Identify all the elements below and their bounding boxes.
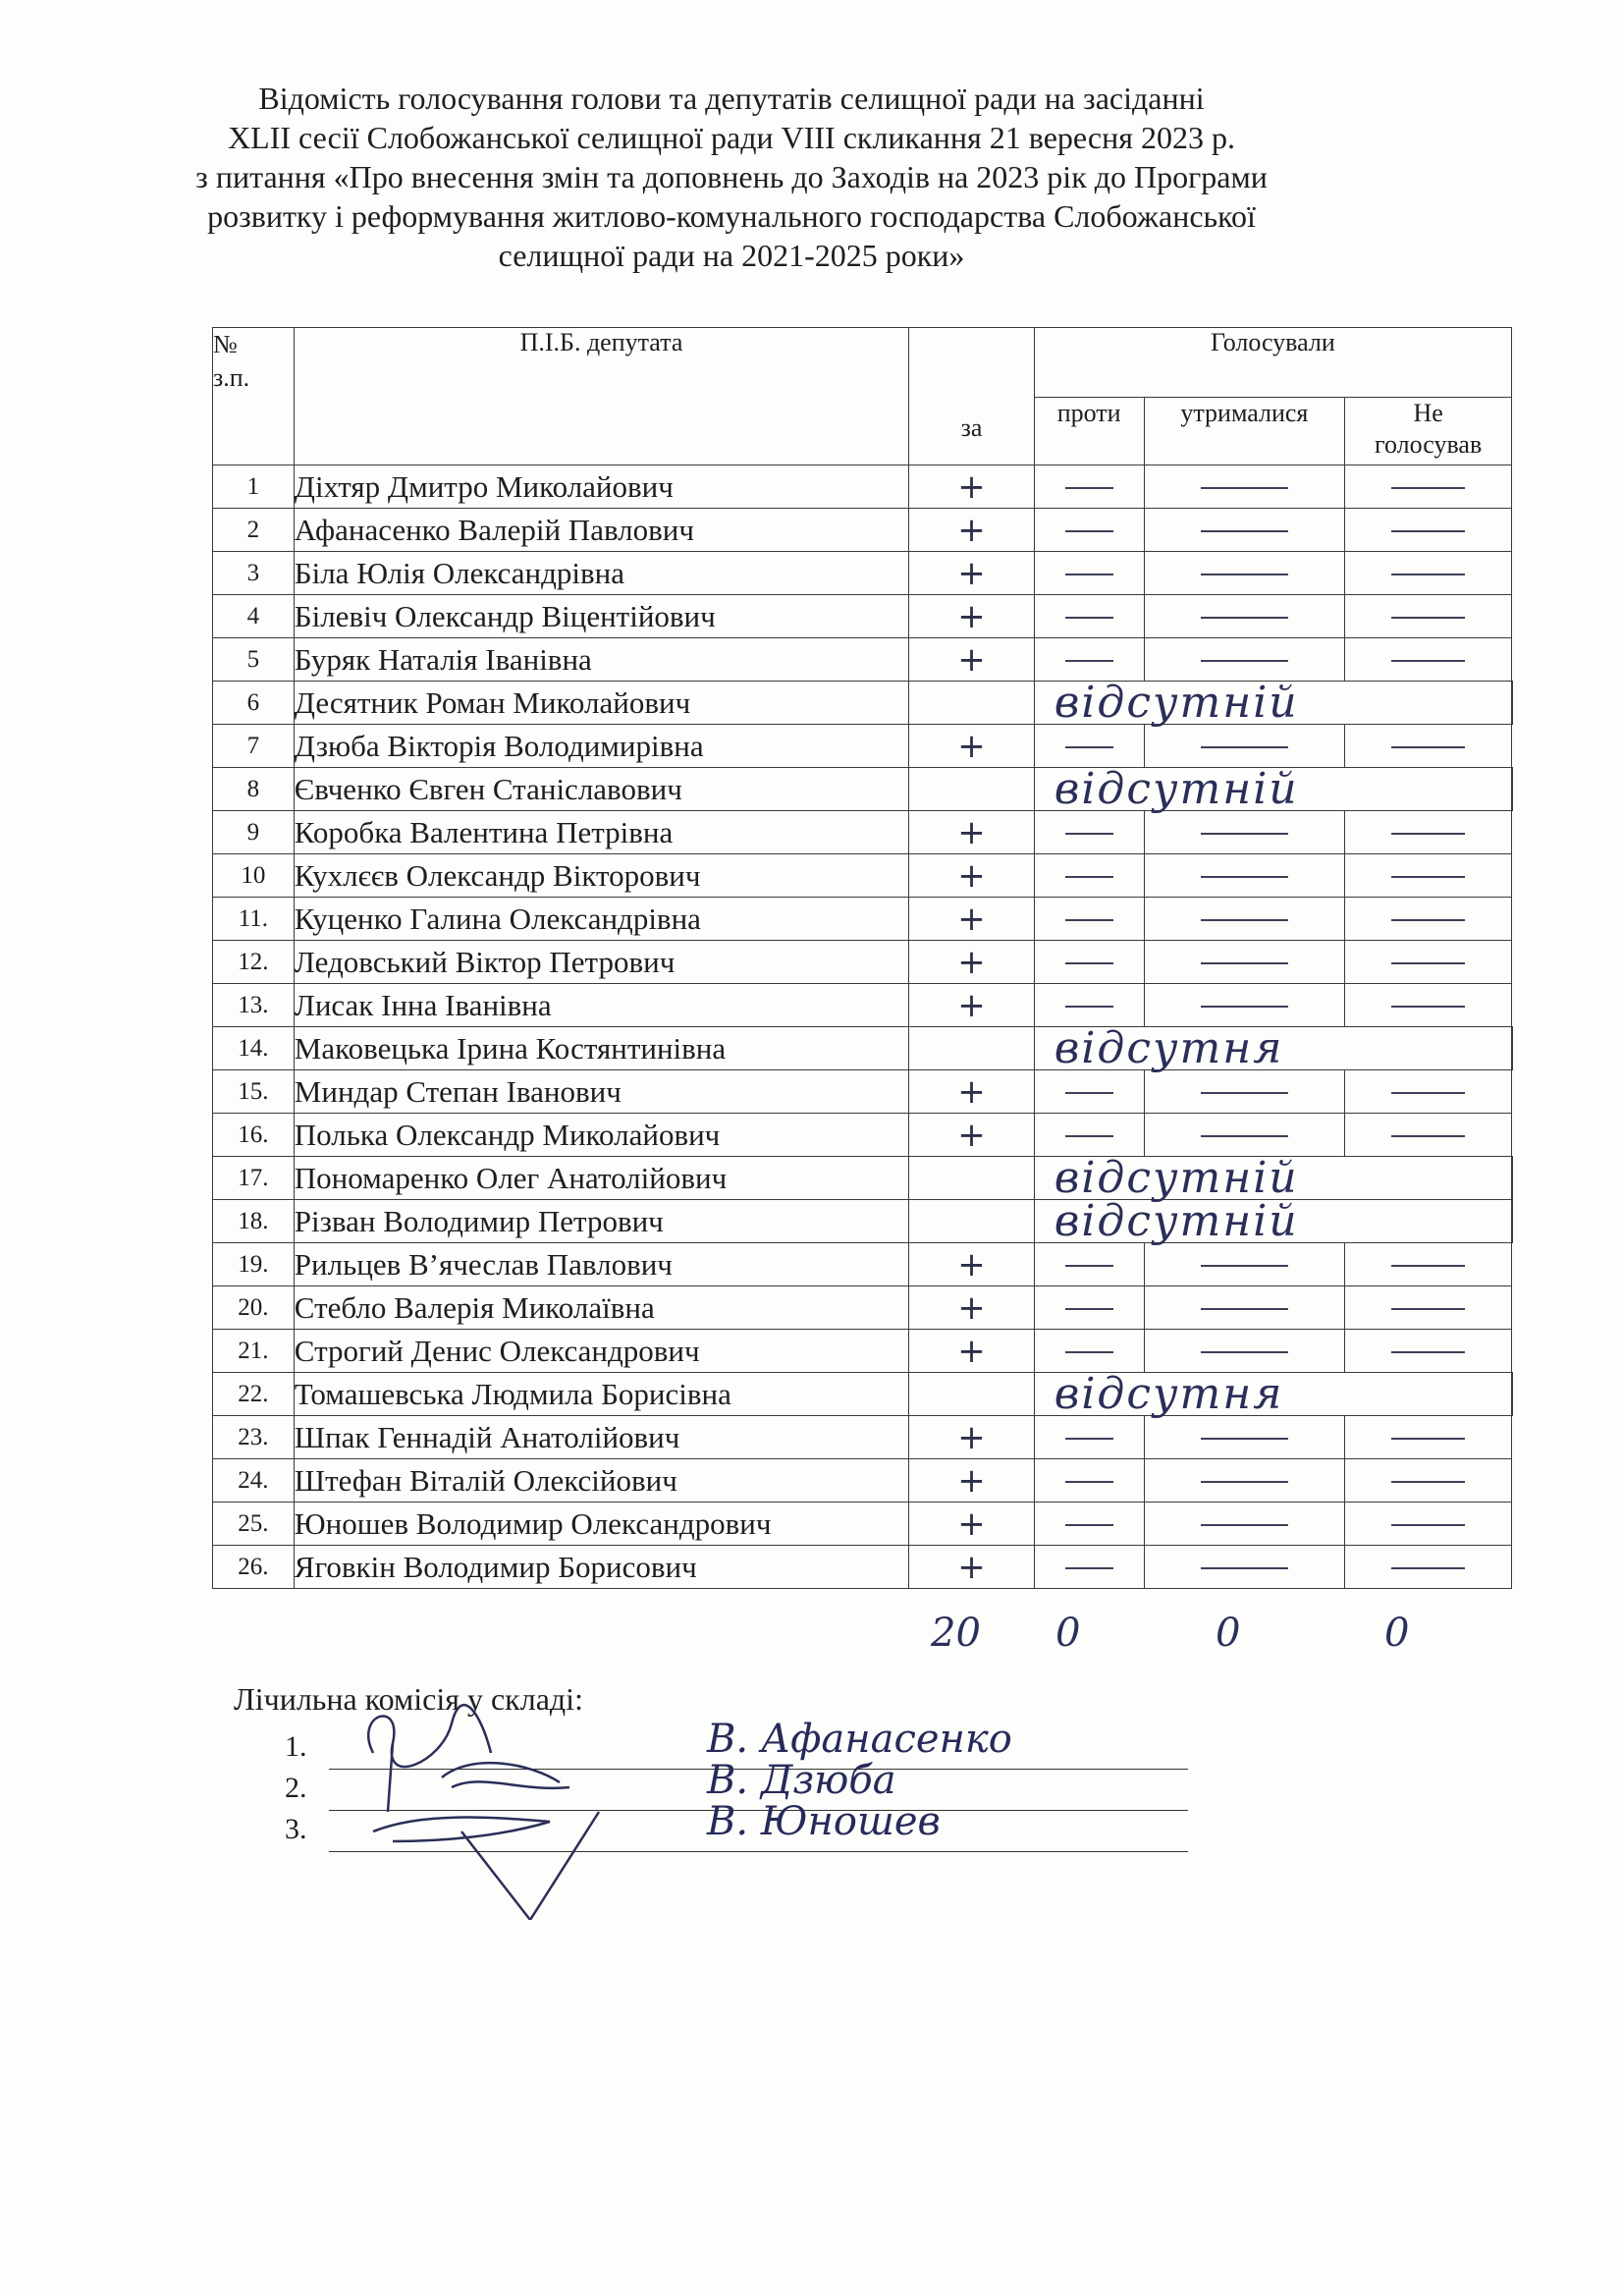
vote-for-mark: + — [909, 725, 1035, 768]
row-number: 15. — [213, 1070, 295, 1114]
vote-not-voted-dash — [1345, 898, 1512, 941]
row-number: 13. — [213, 984, 295, 1027]
vote-against-dash — [1034, 465, 1144, 509]
vote-abstained-dash — [1144, 1286, 1345, 1330]
vote-against-dash — [1034, 1546, 1144, 1589]
vote-not-voted-dash — [1345, 1114, 1512, 1157]
deputy-name: Дзюба Вікторія Володимирівна — [294, 725, 908, 768]
deputy-name: Євченко Євген Станіславович — [294, 768, 908, 811]
table-row — [213, 1459, 1513, 1503]
deputy-name: Полька Олександр Миколайович — [294, 1114, 908, 1157]
commission-label: Лічильна комісія у складі: — [234, 1681, 583, 1717]
deputy-name: Афанасенко Валерій Павлович — [294, 509, 908, 552]
header-against: проти — [1034, 398, 1144, 465]
vote-for-cell — [909, 682, 1035, 725]
row-number: 11. — [213, 898, 295, 941]
row-number: 24. — [213, 1459, 295, 1503]
heading-line-5: селищної ради на 2021-2025 роки» — [498, 238, 965, 273]
table-row — [213, 465, 1513, 509]
vote-abstained-dash — [1144, 898, 1345, 941]
vote-not-voted-dash — [1345, 1330, 1512, 1373]
row-number: 9 — [213, 811, 295, 854]
handwritten-signatures — [334, 1694, 628, 1920]
vote-against-dash — [1034, 1070, 1144, 1114]
row-number: 18. — [213, 1200, 295, 1243]
row-number: 1 — [213, 465, 295, 509]
row-number: 16. — [213, 1114, 295, 1157]
table-row — [213, 1157, 1513, 1200]
vote-not-voted-dash — [1512, 1373, 1513, 1416]
header-blank: за — [909, 328, 1035, 465]
table-row — [213, 509, 1513, 552]
vote-against-dash — [1034, 1416, 1144, 1459]
vote-abstained-dash — [1144, 1114, 1345, 1157]
row-number: 7 — [213, 725, 295, 768]
vote-for-mark: + — [909, 465, 1035, 509]
member-name: В. Афанасенко — [707, 1717, 1012, 1762]
deputy-name: Кухлєєв Олександр Вікторович — [294, 854, 908, 898]
vote-not-voted-dash — [1345, 1286, 1512, 1330]
row-number: 20. — [213, 1286, 295, 1330]
vote-against-dash — [1034, 1503, 1144, 1546]
header-not-voted — [1345, 398, 1512, 465]
vote-for-mark: + — [909, 509, 1035, 552]
deputy-name: Яговкін Володимир Борисович — [294, 1546, 908, 1589]
vote-for-mark: + — [909, 1416, 1035, 1459]
deputy-name: Буряк Наталія Іванівна — [294, 638, 908, 682]
vote-not-voted-dash — [1345, 1503, 1512, 1546]
table-row — [213, 1330, 1513, 1373]
table-row — [213, 941, 1513, 984]
vote-for-cell — [909, 768, 1035, 811]
vote-abstained-dash — [1144, 1503, 1345, 1546]
deputy-name: Білевіч Олександр Віцентійович — [294, 595, 908, 638]
row-number: 21. — [213, 1330, 295, 1373]
deputy-name: Куценко Галина Олександрівна — [294, 898, 908, 941]
vote-abstained-dash — [1144, 1459, 1345, 1503]
document-heading — [167, 79, 1296, 275]
deputy-name: Різван Володимир Петрович — [294, 1200, 908, 1243]
table-row — [213, 1243, 1513, 1286]
vote-for-mark: + — [909, 811, 1035, 854]
header-not-voted-line1: Не — [1413, 399, 1443, 427]
vote-for-mark: + — [909, 854, 1035, 898]
total-against: 0 — [1055, 1611, 1081, 1656]
table-row — [213, 1546, 1513, 1589]
vote-for-mark: + — [909, 1243, 1035, 1286]
vote-not-voted-dash — [1345, 595, 1512, 638]
vote-not-voted-dash — [1345, 465, 1512, 509]
absent-cell — [1034, 678, 1511, 728]
row-number: 12. — [213, 941, 295, 984]
heading-line-2: XLII сесії Слобожанської селищної ради VIII скликання 21 вересня 2023 р. — [228, 120, 1235, 155]
vote-against-dash — [1034, 1286, 1144, 1330]
vote-abstained-dash — [1144, 725, 1345, 768]
member-index: 1. — [285, 1730, 307, 1763]
header-voted: Голосували — [1034, 328, 1511, 398]
vote-for-mark: + — [909, 595, 1035, 638]
voting-rows — [213, 465, 1513, 1589]
table-row — [213, 1114, 1513, 1157]
row-number: 5 — [213, 638, 295, 682]
deputy-name: Пономаренко Олег Анатолійович — [294, 1157, 908, 1200]
absent-mark: відсутній — [1054, 678, 1299, 728]
table-row — [213, 682, 1513, 725]
row-number: 4 — [213, 595, 295, 638]
table-row — [213, 854, 1513, 898]
vote-for-cell — [909, 1027, 1035, 1070]
vote-not-voted-dash — [1345, 1243, 1512, 1286]
row-number: 2 — [213, 509, 295, 552]
row-number: 19. — [213, 1243, 295, 1286]
vote-abstained-dash — [1144, 465, 1345, 509]
row-number: 3 — [213, 552, 295, 595]
vote-abstained-dash — [1144, 509, 1345, 552]
vote-not-voted-dash — [1345, 1546, 1512, 1589]
vote-against-dash — [1034, 509, 1144, 552]
table-row — [213, 1200, 1513, 1243]
total-not-voted: 0 — [1384, 1611, 1410, 1656]
vote-abstained-dash — [1144, 638, 1345, 682]
voting-table — [212, 327, 1513, 1589]
table-row — [213, 1070, 1513, 1114]
table-row — [213, 811, 1513, 854]
row-number: 25. — [213, 1503, 295, 1546]
vote-for-mark: + — [909, 1286, 1035, 1330]
vote-not-voted-dash — [1512, 682, 1513, 725]
heading-line-1: Відомість голосування голови та депутатів селищної ради на засіданні — [258, 81, 1205, 116]
totals-row — [0, 1611, 1622, 1669]
table-row — [213, 1373, 1513, 1416]
vote-against-dash — [1034, 638, 1144, 682]
deputy-name: Біла Юлія Олександрівна — [294, 552, 908, 595]
vote-abstained-dash — [1144, 1416, 1345, 1459]
vote-for-mark: + — [909, 1114, 1035, 1157]
deputy-name: Рильцев В’ячеслав Павлович — [294, 1243, 908, 1286]
vote-not-voted-dash — [1345, 725, 1512, 768]
vote-for-mark: + — [909, 1503, 1035, 1546]
vote-against-dash — [1034, 1459, 1144, 1503]
absent-mark: відсутній — [1054, 764, 1299, 814]
vote-not-voted-dash — [1345, 1416, 1512, 1459]
vote-not-voted-dash — [1345, 1070, 1512, 1114]
vote-abstained-dash — [1144, 941, 1345, 984]
deputy-name: Штефан Віталій Олексійович — [294, 1459, 908, 1503]
member-index: 2. — [285, 1772, 307, 1804]
vote-not-voted-dash — [1512, 768, 1513, 811]
vote-against-dash — [1034, 1243, 1144, 1286]
vote-not-voted-dash — [1345, 984, 1512, 1027]
total-abstained: 0 — [1216, 1611, 1241, 1656]
vote-for-mark: + — [909, 1070, 1035, 1114]
deputy-name: Коробка Валентина Петрівна — [294, 811, 908, 854]
vote-not-voted-dash — [1512, 1200, 1513, 1243]
header-abstained: утрималися — [1144, 398, 1345, 465]
vote-not-voted-dash — [1345, 941, 1512, 984]
header-number — [213, 328, 295, 465]
vote-for-mark: + — [909, 552, 1035, 595]
member-name: В. Дзюба — [707, 1758, 896, 1803]
deputy-name: Стебло Валерія Миколаївна — [294, 1286, 908, 1330]
deputy-name: Юношев Володимир Олександрович — [294, 1503, 908, 1546]
vote-against-dash — [1034, 552, 1144, 595]
heading-line-3: з питання «Про внесення змін та доповнень до Заходів на 2023 рік до Програми — [195, 159, 1268, 194]
row-number: 26. — [213, 1546, 295, 1589]
header-number-symbol: № — [213, 330, 238, 358]
absent-mark: відсутній — [1054, 1153, 1299, 1203]
row-number: 6 — [213, 682, 295, 725]
vote-against-dash — [1034, 811, 1144, 854]
absent-cell — [1034, 1153, 1511, 1203]
row-number: 22. — [213, 1373, 295, 1416]
vote-for-cell — [909, 1373, 1035, 1416]
vote-abstained-dash — [1144, 1546, 1345, 1589]
vote-against-dash — [1034, 1114, 1144, 1157]
table-row — [213, 984, 1513, 1027]
deputy-name: Діхтяр Дмитро Миколайович — [294, 465, 908, 509]
header-name: П.І.Б. депутата — [294, 328, 908, 465]
vote-for-mark: + — [909, 984, 1035, 1027]
table-row — [213, 898, 1513, 941]
deputy-name: Строгий Денис Олександрович — [294, 1330, 908, 1373]
table-row — [213, 595, 1513, 638]
vote-not-voted-dash — [1512, 1027, 1513, 1070]
vote-against-dash — [1034, 898, 1144, 941]
vote-abstained-dash — [1144, 1243, 1345, 1286]
row-number: 14. — [213, 1027, 295, 1070]
row-number: 23. — [213, 1416, 295, 1459]
vote-against-dash — [1034, 941, 1144, 984]
table-row — [213, 1416, 1513, 1459]
vote-for-mark: + — [909, 1459, 1035, 1503]
vote-abstained-dash — [1144, 1070, 1345, 1114]
vote-for-mark: + — [909, 638, 1035, 682]
vote-against-dash — [1034, 1330, 1144, 1373]
deputy-name: Маковецька Ірина Костянтинівна — [294, 1027, 908, 1070]
absent-mark: відсутня — [1054, 1369, 1284, 1419]
vote-abstained-dash — [1144, 1330, 1345, 1373]
header-number-abbr: з.п. — [213, 363, 250, 392]
vote-abstained-dash — [1144, 984, 1345, 1027]
vote-for-mark: + — [909, 1330, 1035, 1373]
absent-mark: відсутній — [1054, 1196, 1299, 1246]
deputy-name: Миндар Степан Іванович — [294, 1070, 908, 1114]
member-name: В. Юношев — [707, 1799, 941, 1844]
vote-for-mark: + — [909, 898, 1035, 941]
vote-abstained-dash — [1144, 552, 1345, 595]
vote-not-voted-dash — [1512, 1157, 1513, 1200]
total-for: 20 — [931, 1611, 981, 1656]
absent-cell — [1034, 1023, 1511, 1073]
vote-abstained-dash — [1144, 595, 1345, 638]
deputy-name: Ледовський Віктор Петрович — [294, 941, 908, 984]
vote-for-cell — [909, 1200, 1035, 1243]
absent-mark: відсутня — [1054, 1023, 1284, 1073]
member-index: 3. — [285, 1813, 307, 1845]
deputy-name: Шпак Геннадій Анатолійович — [294, 1416, 908, 1459]
deputy-name: Лисак Інна Іванівна — [294, 984, 908, 1027]
vote-not-voted-dash — [1345, 509, 1512, 552]
absent-cell — [1034, 1369, 1511, 1419]
vote-against-dash — [1034, 984, 1144, 1027]
vote-not-voted-dash — [1345, 552, 1512, 595]
table-row — [213, 638, 1513, 682]
absent-cell — [1034, 1196, 1511, 1246]
row-number: 10 — [213, 854, 295, 898]
deputy-name: Томашевська Людмила Борисівна — [294, 1373, 908, 1416]
header-not-voted-line2: голосував — [1374, 430, 1483, 459]
table-row — [213, 725, 1513, 768]
vote-abstained-dash — [1144, 854, 1345, 898]
table-row — [213, 768, 1513, 811]
row-number: 8 — [213, 768, 295, 811]
heading-line-4: розвитку і реформування житлово-комунального господарства Слобожанської — [207, 198, 1256, 234]
table-row — [213, 1027, 1513, 1070]
table-row — [213, 1286, 1513, 1330]
vote-for-mark: + — [909, 1546, 1035, 1589]
vote-not-voted-dash — [1345, 811, 1512, 854]
deputy-name: Десятник Роман Миколайович — [294, 682, 908, 725]
vote-against-dash — [1034, 595, 1144, 638]
vote-against-dash — [1034, 854, 1144, 898]
row-number: 17. — [213, 1157, 295, 1200]
vote-for-mark: + — [909, 941, 1035, 984]
vote-for-cell — [909, 1157, 1035, 1200]
vote-not-voted-dash — [1345, 638, 1512, 682]
absent-cell — [1034, 764, 1511, 814]
vote-abstained-dash — [1144, 811, 1345, 854]
table-row — [213, 1503, 1513, 1546]
table-row — [213, 552, 1513, 595]
vote-not-voted-dash — [1345, 1459, 1512, 1503]
vote-against-dash — [1034, 725, 1144, 768]
vote-not-voted-dash — [1345, 854, 1512, 898]
